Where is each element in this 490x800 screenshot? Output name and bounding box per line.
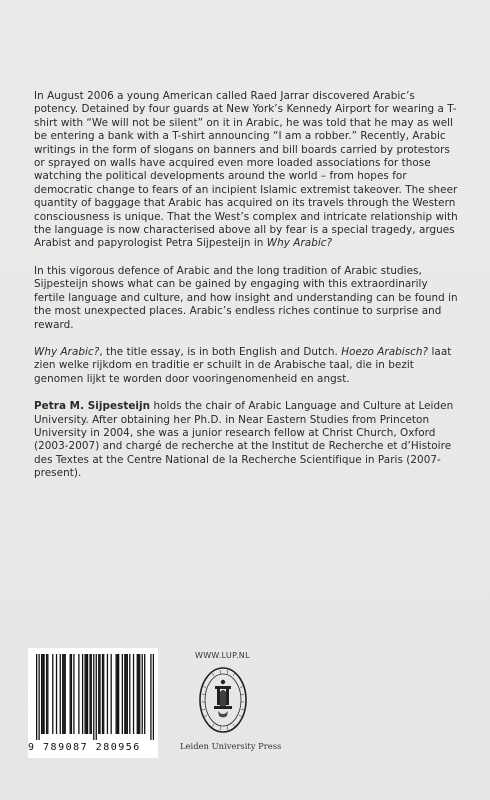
- barcode-bar: [71, 654, 72, 734]
- barcode-bar: [60, 654, 61, 734]
- barcode-bar: [91, 654, 92, 734]
- author-bio-text: holds the chair of Arabic Language and Culture at Leiden University. After obtaining her Ph.D. in Near Eastern Studies from Princeton University in 2004, she was a junior research fellow at Christ Church, Oxford (2003-2007) and chargé de recherche at the Institut de Recherche et d’Histoire des Textes at the Centre National de la Recherche Scientifique in Paris (2007-present).: [34, 400, 454, 480]
- barcode-bar: [46, 654, 47, 734]
- barcode-bar: [62, 654, 63, 734]
- barcode-bar: [117, 654, 118, 734]
- barcode-bar: [56, 654, 57, 734]
- paragraph-3-title-en: Why Arabic?: [34, 345, 100, 358]
- barcode-bar: [107, 654, 108, 734]
- barcode-bar: [93, 654, 94, 740]
- paragraph-3-title-nl: Hoezo Arabisch?: [341, 345, 429, 358]
- barcode-bar: [138, 654, 139, 734]
- paragraph-3-text-b: laat zien welke rijkdom en traditie er schuilt in de Arabische taal, die in bezit genomen lijkt te worden door vooringenomenheid en angst.: [34, 345, 452, 385]
- barcode-bar: [127, 654, 128, 734]
- barcode-bar: [124, 654, 125, 734]
- barcode-bar: [84, 654, 85, 734]
- barcode-bar: [103, 654, 104, 734]
- paragraph-1-text: In August 2006 a young American called Raed Jarrar discovered Arabic’s potency. Detained by four guards at New York’s Kennedy Airport for wearing a T-shirt with “We will not be silent” on it in Arabic, he was told that he may as well be entering a bank with a T-shirt announcing “I am a robber.” Recently, Arabic writings in the form of slogans on banners and bill boards carried by protestors or sprayed on walls have acquired even more loaded associations for those watching the political developments around the world – from hopes for democratic change to fears of an incipient Islamic extremist takeover. The sheer quantity of baggage that Arabic has acquired on its travels through the Western consciousness is unique. That the West’s complex and intricate relationship with the language is now characterised above all by fear is a special tragedy, argues Arabist and papyrologist Petra Sijpesteijn in: [34, 90, 458, 250]
- barcode-bar: [122, 654, 123, 734]
- barcode-bar: [78, 654, 79, 734]
- barcode-bar: [82, 654, 83, 734]
- barcode-bar: [38, 654, 39, 740]
- barcode-bar: [99, 654, 100, 734]
- barcode-bar: [153, 654, 154, 740]
- paragraph-3: [34, 346, 458, 386]
- barcode-bar: [129, 654, 130, 734]
- paragraph-1-title: Why Arabic?: [266, 237, 333, 250]
- barcode-bar: [47, 654, 48, 734]
- paragraph-2: [34, 265, 458, 332]
- barcode: [28, 648, 158, 758]
- barcode-bar: [142, 654, 143, 734]
- publisher-name: Leiden University Press: [180, 741, 282, 751]
- paragraph-2-text: In this vigorous defence of Arabic and the long tradition of Arabic studies, Sijpesteijn shows what can be gained by engaging with this extraordinarily fertile language and culture, and how insight and understanding can be found in the most unexpected places. Arabic’s endless riches continue to surprise and reward.: [34, 264, 458, 331]
- barcode-bar: [115, 654, 116, 734]
- barcode-bar: [111, 654, 112, 734]
- barcode-bar: [144, 654, 145, 734]
- author-bio: [34, 400, 458, 480]
- publisher-url: WWW.LUP.NL: [195, 651, 250, 660]
- barcode-bar: [73, 654, 74, 734]
- barcode-bar: [96, 654, 97, 740]
- author-name: Petra M. Sijpesteijn: [34, 400, 151, 413]
- barcode-bar: [52, 654, 53, 734]
- barcode-bar: [36, 654, 37, 740]
- barcode-bar: [41, 654, 42, 734]
- barcode-bar: [125, 654, 126, 734]
- barcode-bar: [42, 654, 43, 734]
- blurb-text: [34, 90, 458, 495]
- barcode-bar: [63, 654, 64, 734]
- paragraph-3-text-a: , the title essay, is in both English and Dutch.: [99, 345, 342, 358]
- barcode-bar: [43, 654, 44, 734]
- barcode-bar: [87, 654, 88, 734]
- barcode-bar: [150, 654, 151, 740]
- barcode-bar: [65, 654, 66, 734]
- barcode-bar: [137, 654, 138, 734]
- barcode-bar: [133, 654, 134, 734]
- barcode-icon: [36, 654, 154, 740]
- barcode-bar: [70, 654, 71, 734]
- university-seal-icon: [198, 666, 248, 734]
- paragraph-1: [34, 90, 458, 251]
- barcode-bar: [98, 654, 99, 734]
- barcode-bar: [86, 654, 87, 734]
- barcode-digits: 9 789087 280956: [28, 742, 141, 753]
- barcode-bar: [139, 654, 140, 734]
- barcode-bar: [89, 654, 90, 734]
- barcode-bar: [118, 654, 119, 734]
- barcode-bar: [102, 654, 103, 734]
